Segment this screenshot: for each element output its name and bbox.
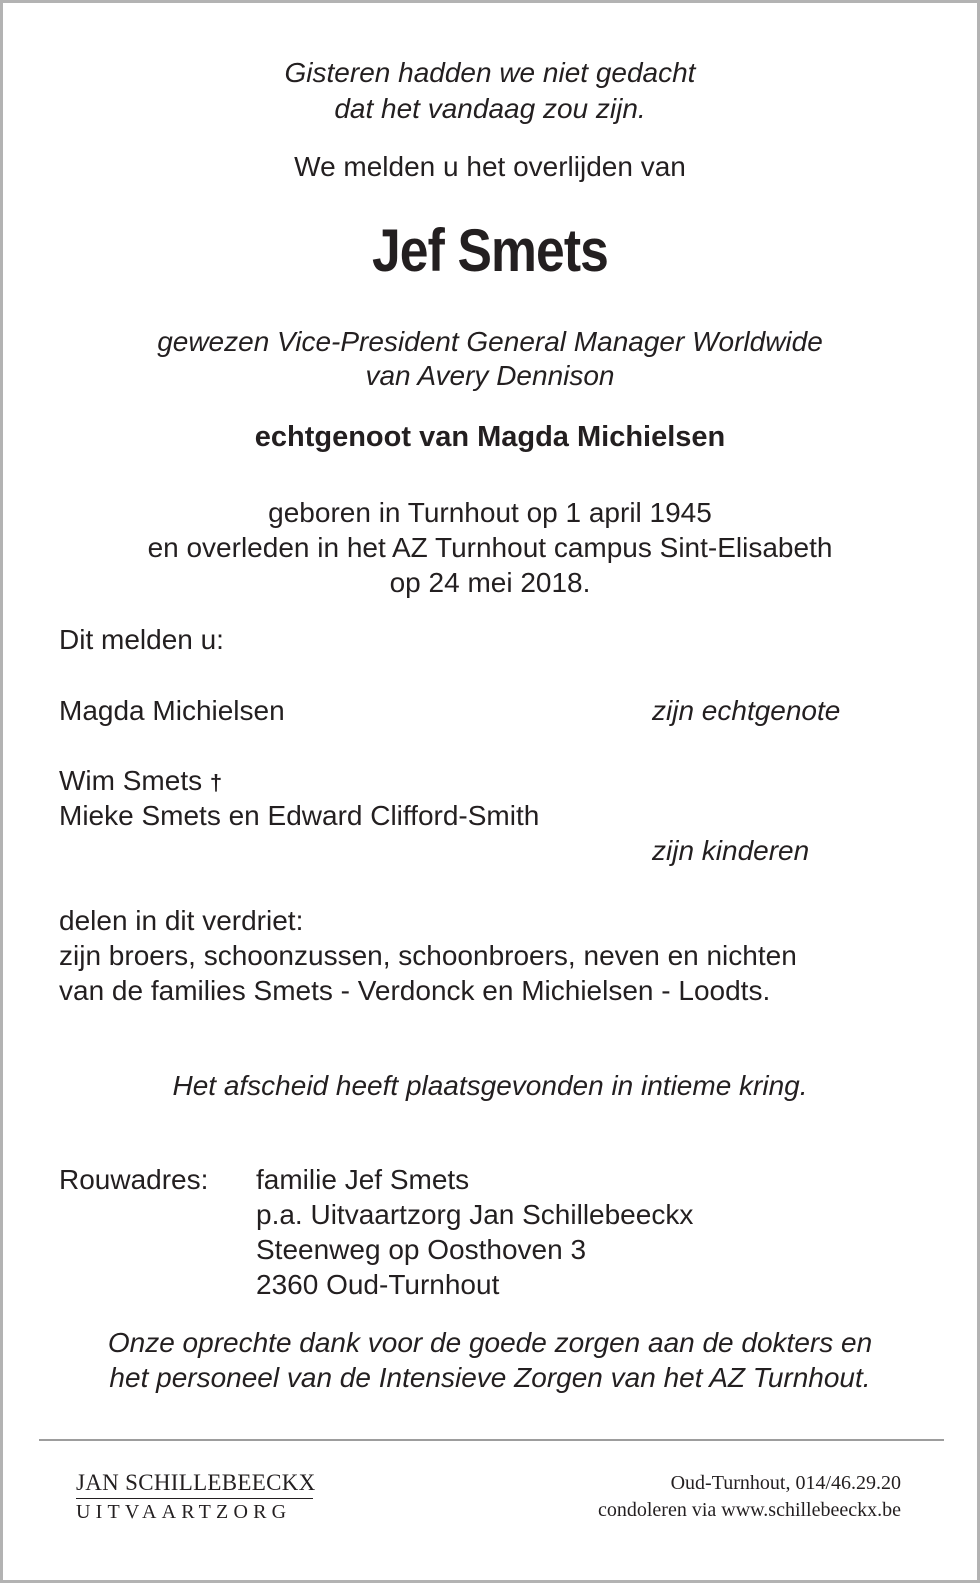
death-line-1: en overleden in het AZ Turnhout campus Sint-Elisabeth (147, 532, 833, 563)
child-1 (59, 764, 222, 800)
intro-line-2: dat het vandaag zou zijn. (334, 93, 646, 124)
role-line-2: van Avery Dennison (365, 360, 615, 391)
role-line-1: gewezen Vice-President General Manager Worldwide (157, 326, 823, 357)
thanks-line-1: Onze oprechte dank voor de goede zorgen aan de dokters en (107, 1327, 873, 1358)
share-line-1: zijn broers, schoonzussen, schoonbroers, neven en nichten (59, 940, 797, 971)
share-heading: delen in dit verdriet: (59, 905, 304, 936)
farewell-text: Het afscheid heeft plaatsgevonden in intieme kring. (172, 1070, 808, 1101)
share-line-2: van de families Smets - Verdonck en Michielsen - Loodts. (59, 975, 771, 1006)
logo-divider (76, 1498, 313, 1499)
children-relation: zijn kinderen (652, 835, 810, 866)
announcement-text: We melden u het overlijden van (294, 151, 686, 182)
deceased-name: Jef Smets (371, 217, 609, 284)
birth-line: geboren in Turnhout op 1 april 1945 (268, 497, 712, 528)
child-1-name: Wim Smets (59, 765, 203, 796)
address-line-2: p.a. Uitvaartzorg Jan Schillebeeckx (256, 1199, 694, 1230)
contact-phone-line: Oud-Turnhout, 014/46.29.20 (670, 1472, 901, 1494)
contact-web-line: condoleren via www.schillebeeckx.be (597, 1499, 901, 1521)
death-line-2: op 24 mei 2018. (389, 567, 591, 598)
spouse-line: echtgenoot van Magda Michielsen (254, 421, 726, 453)
cross-icon: † (209, 770, 223, 795)
address-line-1: familie Jef Smets (256, 1164, 470, 1195)
funeral-home-logo-name: JAN SCHILLEBEECKX (76, 1470, 316, 1495)
spouse-relation: zijn echtgenote (652, 695, 841, 726)
thanks-line-2: het personeel van de Intensieve Zorgen van het AZ Turnhout. (109, 1362, 871, 1393)
address-label: Rouwadres: (59, 1164, 209, 1195)
mourners-heading: Dit melden u: (59, 624, 224, 655)
child-2: Mieke Smets en Edward Clifford-Smith (59, 800, 540, 831)
address-line-3: Steenweg op Oosthoven 3 (256, 1234, 587, 1265)
spouse-name: Magda Michielsen (59, 695, 285, 726)
footer-divider (39, 1439, 944, 1441)
address-line-4: 2360 Oud-Turnhout (256, 1269, 500, 1300)
intro-line-1: Gisteren hadden we niet gedacht (284, 57, 696, 88)
funeral-home-logo-subtitle: UITVAARTZORG (76, 1501, 292, 1523)
